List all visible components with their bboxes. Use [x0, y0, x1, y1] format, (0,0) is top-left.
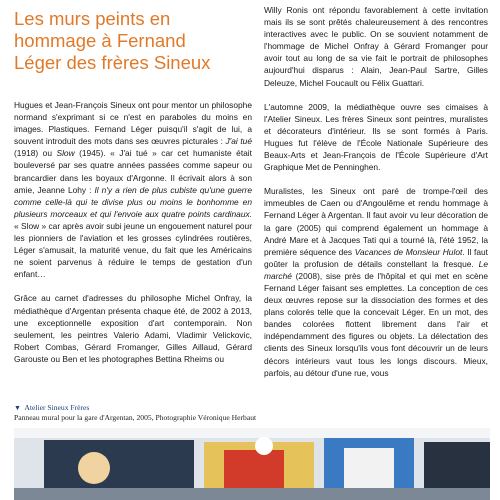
right-column [264, 4, 488, 391]
caption-title: Atelier Sineux Frères [24, 403, 90, 412]
text-run: « Slow » car après avoir subi jeune un engouement naturel pour les pionniers de l'aviation et les grosses cylindrées routières, Léger s'amusait, la maturité venue, du fait que les Américains ne soient parvenus à réduire le temps de gestation d'un enfant… [14, 220, 252, 280]
italic-text: Le marché [264, 258, 488, 281]
text-run: (1945). « J'ai tué » car cet humaniste était bouleversé par ses quatre années passées comme sapeur ou brancardier dans les boyaux d'Argonne. Il écrivait alors à son amie, Jeanne Lohy : [14, 148, 252, 195]
left-paragraph-2: Grâce au carnet d'adresses du philosophe Michel Onfray, la médiathèque d'Argentan présenta chaque été, de 2002 à 2013, une exceptionnelle exposition d'art contemporain. Non seulement, les peintres Valerio Adami, Vladimir Velickovic, Robert Combas, Gérard Fromanger, Gilles Aillaud, Gérard Garouste ou Ben et les photographes Bettina Rheims ou [14, 293, 252, 364]
italic-text: Slow [56, 148, 75, 159]
left-paragraph-1 [14, 99, 252, 280]
text-run: (2008), sise près de l'hôpital et qui met en scène Fernand Léger faisant ses emplettes. La conception de ces deux œuvres repose sur la dissociation des formes et des plans colorés telle que la concevait Léger. En un mot, des bandes colorées flottent librement dans l'air et indépendamment des figures ou objets. La délectation des clients des Sineux lorsqu'ils vous font découvrir un de leurs décors intérieurs vaut tous les longs discours. Mieux, parfois, au détour d'une rue, vous [264, 270, 488, 378]
right-paragraph-2: L'automne 2009, la médiathèque ouvre ses cimaises à l'Atelier Sineux. Les frères Sineux sont peintres, muralistes et décorateurs d'intérieur. Ils se sont formés à Paris. Hugues fut l'élève de l'École Nationale Supérieure des Beaux-Arts et Jean-François de l'École Supérieure d'Art Graphique Met de Penninghen. [264, 101, 488, 173]
text-run: . Il faut goûter la profusion de détails constellant la fresque. [264, 246, 489, 269]
left-column [14, 99, 252, 377]
photo-caption [14, 403, 490, 423]
italic-text: Vacances de Monsieur Hulot [354, 246, 463, 257]
right-paragraph-1: Willy Ronis ont répondu favorablement à cette invitation mais ils se sont prêtés chaleureusement à des rencontres interactives avec le public. On se souvient notamment de l'hommage de Michel Onfray à Gérard Fromanger pour avoir tout au long de sa vie fait le portrait de philosophes aujourd'hui disparus : Alain, Jean-Paul Sartre, Gilles Deleuze, Michel Foucault ou Félix Guattari. [264, 5, 488, 88]
right-paragraph-3 [264, 185, 488, 379]
article-title: Les murs peints en hommage à Fernand Léger des frères Sineux [14, 8, 211, 73]
caption-text: Panneau mural pour la gare d'Argentan, 2005, Photographie Véronique Herbaut [14, 413, 257, 422]
triangle-marker-icon: ▼ [14, 404, 21, 412]
text-run: Hugues et Jean-François Sineux ont pour mentor un philosophe normand s'exprimant si ce n'est en paraboles du moins en images. Plastiques. Fernand Léger puisqu'il s'agit de lui, a souvent introduit des mots dans ses œuvres picturales : [14, 100, 252, 147]
text-run: (1918) ou [14, 148, 57, 159]
italic-text: J'ai tué [225, 136, 252, 147]
mural-photo-graphic [14, 428, 490, 500]
italic-text: Il n'y a rien de plus cubiste qu'une guerre comme celle-là qui te divise plus ou moins le bonhomme en plusieurs morceaux et qui l'envoie aux quatre points cardinaux. [14, 184, 252, 219]
text-run: Muralistes, les Sineux ont paré de trompe-l'œil des immeubles de Caen ou d'Angoulême et rendu hommage à Fernand Léger à Argentan. Il faut avoir vu leur décoration de la gare (2005) qui comprend également un hommage à André Mare et à Jacques Tati qui a tourné là, l'été 1952, la première séquence des [264, 186, 488, 257]
mural-photo [14, 428, 490, 500]
